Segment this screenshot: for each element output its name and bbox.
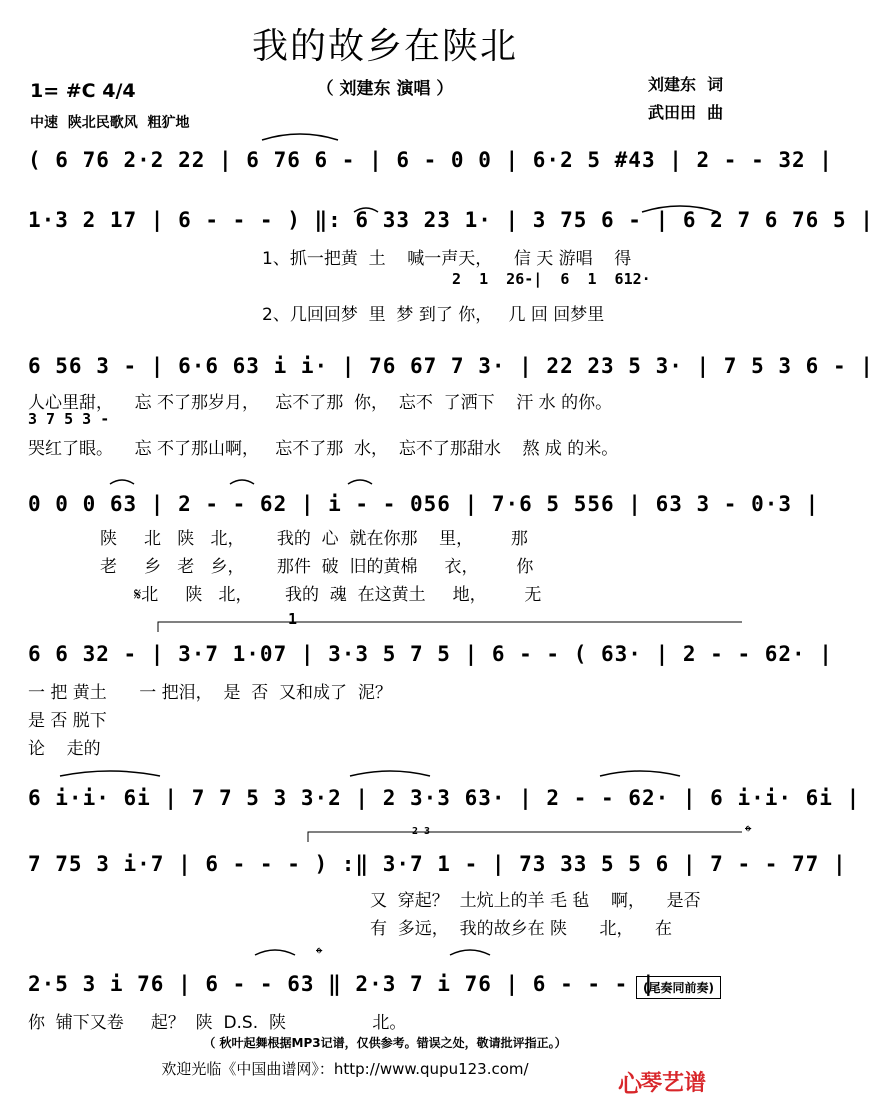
slur-mark — [348, 480, 372, 484]
ending-note-box: (尾奏同前奏) — [636, 976, 721, 999]
score-line-6: 6 i·i· 6i | 7 7 5 3 3·2 | 2 3·3 63· | 2 - - 62· | 6 i·i· 6i | — [28, 786, 861, 810]
volta-bracket-1 — [158, 622, 742, 632]
song-title: 我的故乡在陕北 — [251, 26, 518, 67]
volta-bracket-23 — [308, 832, 742, 842]
slur-mark — [350, 771, 430, 776]
slur-mark — [230, 480, 254, 484]
site-banner: 欢迎光临《中国曲谱网》：http://www.qupu123.com/ — [161, 1060, 529, 1078]
slur-mark — [262, 134, 338, 140]
key-signature: 1= #C 4/4 — [30, 80, 136, 102]
segno-icon: 𝄌 — [316, 944, 323, 965]
slur-mark — [255, 950, 295, 955]
score-line-3: 6 56 3 - | 6·6 63 i i· | 76 67 7 3· | 22 23 5 3· | 7 5 3 6 - | — [28, 354, 874, 378]
lyric-line-verse1: 陕 北 陕 北， 我的 心 就在你那 里， 那 — [100, 529, 528, 549]
slur-mark — [110, 480, 134, 484]
lyric-line-verse1: 一 把 黄土 一 把泪， 是 否 又和成了 泥？ — [28, 683, 392, 703]
alt-notes-line: 2 1 26-| 6 1 612· — [452, 270, 651, 288]
lyric-line-verse2: 有 多远， 我的故乡在 陕 北， 在 — [370, 919, 673, 939]
lyric-line-verse1: 1、抓一把黄 土 喊一声天， 信 天 游唱 得 — [262, 249, 632, 269]
volta-23-label: 2 3 — [412, 826, 431, 837]
volta-1-label: 1 — [288, 610, 298, 628]
score-line-4: 0 0 0 63 | 2 - - 62 | i - - 056 | 7·6 5 556 | 63 3 - 0·3 | — [28, 492, 820, 516]
score-line-8: 2·5 3 i 76 | 6 - - 63 ‖ 2·3 7 i 76 | 6 - - - | — [28, 972, 656, 996]
lyric-line-final: 你 铺下又卷 起？ 陕 D.S. 陕 北。 — [28, 1013, 407, 1033]
site-logo: 琴艺谱 — [640, 1071, 707, 1096]
lyric-line-verse2: 2、几回回梦 里 梦 到了 你， 几 回 回梦里 — [262, 305, 605, 325]
slur-mark — [60, 771, 160, 776]
score-line-7: 7 75 3 i·7 | 6 - - - ) :‖ 3·7 1 - | 73 33 5 5 6 | 7 - - 77 | — [28, 852, 847, 876]
logo-icon: 心 — [618, 1070, 642, 1098]
tempo-marking: 中速 陕北民歌风 粗犷地 — [30, 115, 190, 131]
lyricist-credit: 刘建东 词 — [648, 75, 724, 94]
slur-mark — [450, 950, 490, 955]
score-line-2: 1·3 2 17 | 6 - - - ) ‖: 6 33 23 1· | 3 75 6 - | 6 2 7 6 76 5 | — [28, 208, 874, 232]
composer-credit: 武田田 曲 — [648, 103, 724, 122]
coda-icon: 𝄌 — [745, 822, 752, 843]
lyric-line-verse3: 𝄋北 陕 北， 我的 魂 在这黄土 地， 无 — [134, 585, 542, 605]
score-line-1: ( 6 76 2·2 22 | 6 76 6 - | 6 - 0 0 | 6·2 5 #43 | 2 - - 32 | — [28, 148, 833, 172]
score-line-5: 6 6 32 - | 3·7 1·07 | 3·3 5 7 5 | 6 - - ( 63· | 2 - - 62· | — [28, 642, 833, 666]
alt-notes-line: 3 7 5 3 - — [28, 410, 110, 428]
lyric-line-verse2: 是 否 脱下 — [28, 711, 107, 731]
lyric-line-verse1: 人心里甜， 忘 不了那岁月， 忘不了那 你， 忘不 了洒下 汗 水 的你。 — [28, 393, 613, 413]
slur-mark — [600, 771, 680, 776]
transcription-note: （ 秋叶起舞根据MP3记谱，仅供参考。错误之处，敬请批评指正。） — [203, 1036, 567, 1050]
lyric-line-verse2: 哭红了眼。 忘 不了那山啊， 忘不了那 水， 忘不了那甜水 熬 成 的米。 — [28, 439, 619, 459]
performer-subtitle: （ 刘建东 演唱 ） — [316, 79, 454, 99]
lyric-line-verse3: 论 走的 — [28, 739, 101, 759]
lyric-line-verse1: 又 穿起？ 土炕上的羊 毛 毡 啊， 是否 — [370, 891, 701, 911]
lyric-line-verse2: 老 乡 老 乡， 那件 破 旧的黄棉 衣， 你 — [100, 557, 534, 577]
